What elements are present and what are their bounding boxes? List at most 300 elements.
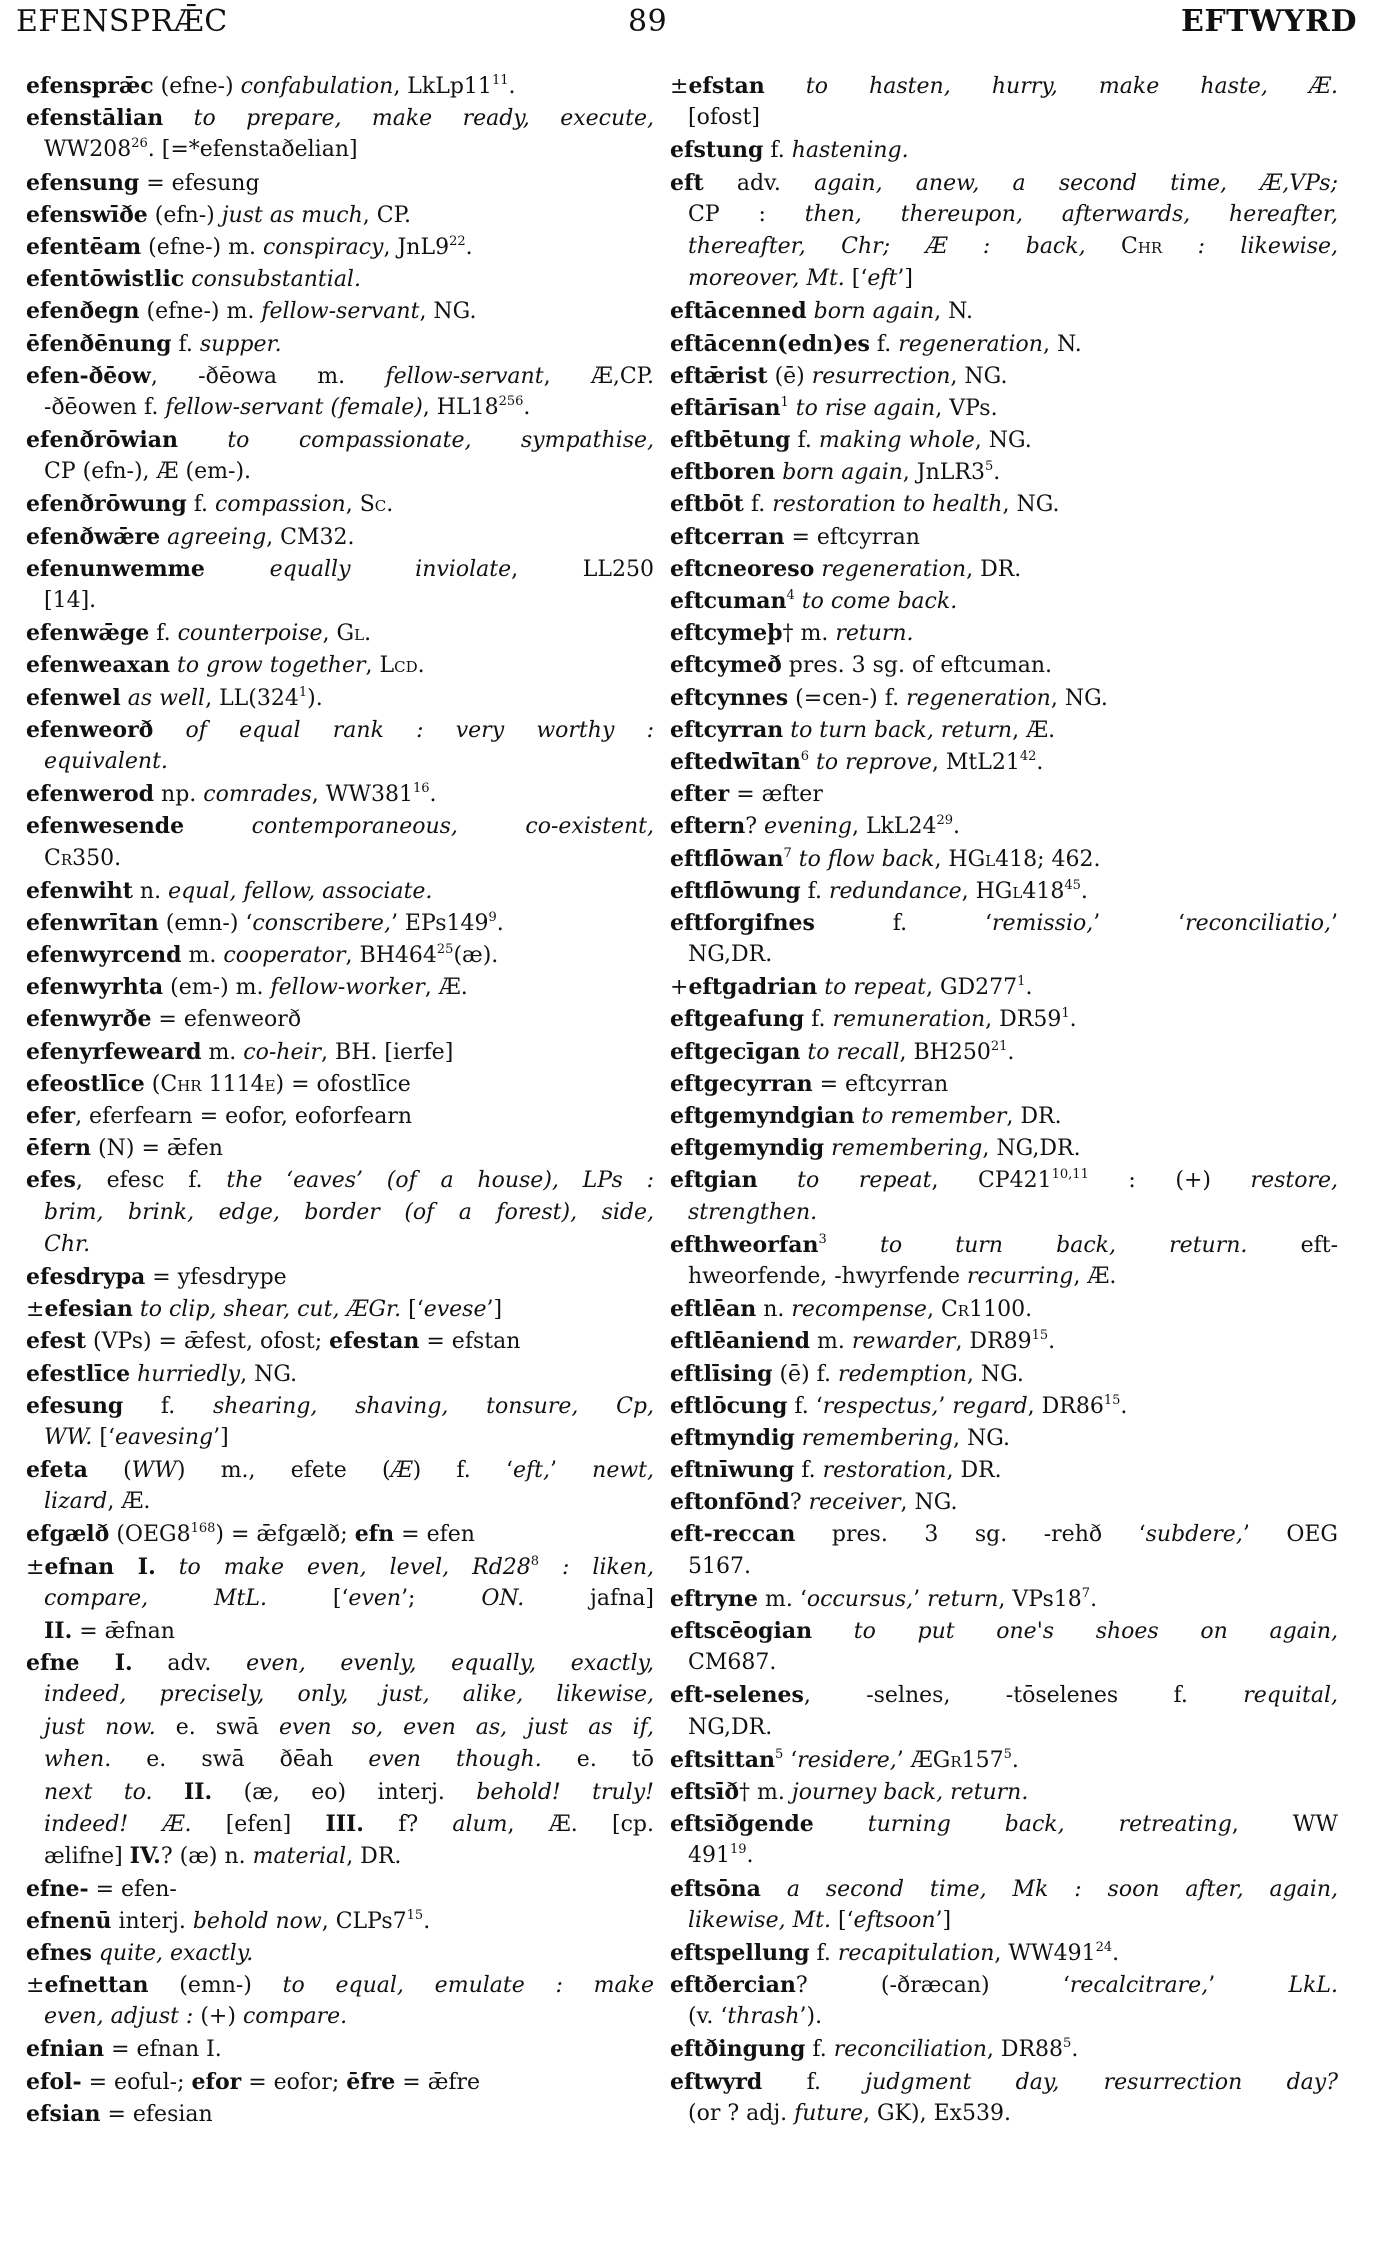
dictionary-entry [670, 843, 1338, 875]
dictionary-entry [26, 1647, 654, 1872]
entry-text: , MtL21 [931, 749, 1020, 775]
entry-text: , HL18 [422, 394, 499, 420]
small-caps-source: Sc [359, 492, 387, 518]
entry-text: , eferfearn = eofor, eoforfearn [75, 1104, 413, 1129]
right-column [670, 70, 1338, 2130]
dictionary-entry [670, 1873, 1338, 1937]
entry-text: , N. [1042, 331, 1082, 357]
entry-text: 1114 [201, 1071, 265, 1097]
definition-text: making whole [818, 428, 975, 454]
definition-text: to clip, shear, cut, ÆGr. [132, 1297, 402, 1323]
entry-continuation-line [670, 1261, 1338, 1293]
entry-continuation-line [670, 199, 1338, 231]
entry-text: , NG. [953, 1425, 1011, 1451]
dictionary-entry [26, 1518, 654, 1550]
dictionary-entry [26, 810, 654, 874]
entry-text: WW208 [44, 137, 132, 163]
definition-text: equally inviolate [204, 556, 512, 582]
entry-text: = eoful-; [81, 2069, 192, 2095]
dictionary-entry [670, 1454, 1338, 1486]
entry-line [670, 360, 1338, 392]
headword: eftsittan [670, 1746, 775, 1773]
headword: efeta [26, 1457, 88, 1484]
small-caps-source: Gl [994, 878, 1023, 904]
entry-text: . [1071, 2037, 1079, 2063]
entry-text: . [496, 910, 504, 936]
dictionary-entry [26, 263, 654, 295]
entry-text: . [423, 1908, 431, 1934]
definition-text: recompense [791, 1297, 927, 1323]
entry-continuation-line [670, 1712, 1338, 1744]
dictionary-entry [26, 231, 654, 263]
definition-text: eft, [512, 1458, 550, 1484]
headword: eftgadrian [688, 974, 818, 1001]
entry-text: = ǣfre [395, 2069, 481, 2095]
superscript-reference: 4 [786, 588, 795, 603]
entry-text: f. [763, 138, 792, 164]
entry-text: , N. [934, 299, 973, 325]
definition-text: Æ [390, 1458, 413, 1484]
entry-continuation-line [670, 102, 1338, 134]
entry-text: . [508, 74, 516, 99]
dictionary-entry [670, 424, 1338, 456]
definition-text: to turn back, return. [826, 1232, 1248, 1258]
entry-text: = ǣfnan [72, 1619, 175, 1644]
headword: eftsīðgende [670, 1811, 814, 1838]
headword: efesung [26, 1392, 124, 1419]
entry-text: [‘ [844, 266, 868, 292]
headword: efne- [26, 1875, 89, 1902]
entry-line [26, 1325, 654, 1357]
entry-text: , DR86 [1027, 1393, 1104, 1419]
headword: eftcymeþ [670, 620, 783, 647]
dictionary-entry [670, 682, 1338, 714]
left-column [26, 70, 654, 2130]
dictionary-entry [670, 1036, 1338, 1068]
dictionary-entry [26, 167, 654, 199]
definition-text: to turn back, return [783, 717, 1013, 743]
entry-text [153, 1780, 184, 1805]
headword: efthweorfan [670, 1231, 819, 1258]
definition-text: conspiracy [262, 234, 384, 260]
definition-text: journey back, return. [791, 1779, 1029, 1805]
entry-text: + [670, 975, 689, 1001]
headword: efenswīðe [26, 201, 148, 228]
entry-line [670, 1969, 1338, 2001]
definition-text: receiver [808, 1490, 901, 1516]
entry-text: f. [790, 428, 819, 454]
entry-text: , DR. [1006, 1104, 1062, 1129]
dictionary-entry [26, 2098, 654, 2130]
headword: ēfenðēnung [26, 330, 172, 357]
entry-continuation-line [670, 2098, 1338, 2130]
entry-line [26, 1132, 654, 1164]
entry-text: , GD277 [925, 975, 1018, 1001]
entry-text: , LkL24 [851, 814, 937, 840]
dictionary-entry [26, 649, 654, 681]
entry-line [26, 2033, 654, 2065]
definition-text: : liken, [539, 1554, 655, 1580]
definition-text: conscribere, [252, 910, 391, 936]
entry-text: , DR. [966, 556, 1022, 582]
dictionary-entry [26, 1905, 654, 1937]
superscript-reference: 256 [498, 393, 524, 409]
entry-continuation-line [670, 939, 1338, 971]
entry-text: 157 [961, 1747, 1004, 1773]
definition-text: eftsoon [853, 1907, 936, 1933]
entry-continuation-line [670, 1840, 1338, 1872]
definition-text: hurriedly [130, 1361, 241, 1387]
dictionary-entry [26, 488, 654, 520]
entry-text: . [417, 653, 425, 679]
entry-line [26, 939, 654, 971]
definition-text: supper. [199, 331, 282, 357]
entry-text: . [429, 782, 437, 808]
dictionary-entry [670, 456, 1338, 488]
definition-text: LkL. [1288, 1973, 1338, 1999]
definition-text: of equal rank : very worthy : [153, 717, 654, 743]
entry-line [670, 70, 1338, 102]
entry-line [670, 488, 1338, 520]
entry-line [26, 521, 654, 553]
dictionary-entry [26, 360, 654, 424]
dictionary-entry [26, 2066, 654, 2098]
headword: efenunwemme [26, 555, 205, 582]
entry-continuation-line [26, 1583, 654, 1615]
entry-text: ’ [913, 1586, 928, 1612]
dictionary-entry [670, 1969, 1338, 2033]
entry-text: jafna] [524, 1585, 654, 1611]
entry-text: , efesc f. [75, 1168, 227, 1194]
entry-text: . [1036, 749, 1044, 775]
entry-line [26, 682, 654, 714]
entry-line [670, 617, 1338, 649]
superscript-reference: 45 [1064, 877, 1081, 893]
entry-text: , NG. [966, 1361, 1024, 1387]
entry-line [670, 1486, 1338, 1518]
entry-continuation-line [26, 1840, 654, 1872]
definition-text: reconciliatio, [1185, 910, 1331, 936]
headword: efenðegn [26, 298, 140, 325]
headword: efenwyrhta [26, 974, 164, 1001]
entry-line [26, 971, 654, 1003]
entry-line [670, 1036, 1338, 1068]
entry-text: f. [186, 492, 216, 518]
small-caps-source: Gl [336, 621, 365, 647]
entry-line [670, 682, 1338, 714]
dictionary-entry [26, 1068, 654, 1100]
headword: efensung [26, 169, 140, 196]
entry-text: (+) [200, 2004, 243, 2030]
definition-text: to equal, emulate : make [282, 1973, 655, 1999]
entry-text: ? (æ) n. [160, 1844, 253, 1870]
definition-text: return [927, 1586, 999, 1612]
entry-text: , Æ. [cp. [507, 1812, 654, 1838]
headword: efenwyrcend [26, 942, 182, 969]
headword: efnes [26, 1939, 92, 1966]
dictionary-entry [670, 70, 1338, 134]
entry-text: 418 [1022, 878, 1065, 904]
entry-line [26, 2066, 654, 2098]
definition-text: even, evenly, equally, exactly, [246, 1651, 655, 1677]
entry-continuation-line [26, 456, 654, 488]
entry-line [26, 1518, 654, 1550]
entry-text: , CLPs7 [321, 1908, 407, 1934]
dictionary-entry [670, 585, 1338, 617]
dictionary-entry [26, 1969, 654, 2033]
headword: eftwyrd [670, 2068, 763, 2095]
definition-text: even [348, 1585, 402, 1611]
headword: eftlēan [670, 1296, 757, 1323]
dictionary-entry [26, 2033, 654, 2065]
dictionary-entry [26, 1937, 654, 1969]
headword: eftern [670, 813, 746, 840]
definition-text: eavesing [114, 1424, 214, 1450]
entry-text: [‘ [401, 1297, 424, 1323]
definition-text: moreover, Mt. [688, 266, 845, 292]
definition-text: indeed, precisely, only, just, alike, likewise, [44, 1682, 654, 1708]
definition-text: remembering [794, 1425, 953, 1451]
entry-text: (em-) m. [163, 975, 271, 1001]
dictionary-entry [26, 778, 654, 810]
headword: eftcyrran [670, 716, 784, 743]
entry-text: f. [794, 1458, 823, 1484]
headword: efentōwistlic [26, 266, 185, 293]
entry-text: , DR. [946, 1458, 1002, 1484]
entry-text: (ē) f. [772, 1361, 838, 1387]
entry-line [26, 1068, 654, 1100]
entry-text: , NG. [900, 1490, 958, 1516]
headword: efol- [26, 2068, 82, 2095]
entry-text: , NG. [240, 1361, 298, 1387]
entry-line [670, 392, 1338, 424]
definition-text: remembering [824, 1136, 983, 1162]
entry-line [670, 907, 1338, 939]
dictionary-entry [26, 682, 654, 714]
headword: efenwesende [26, 813, 185, 840]
entry-text: (v. ‘ [688, 2004, 728, 2030]
entry-continuation-line [26, 134, 654, 166]
entry-continuation-line [26, 746, 654, 778]
headword: efensprǣc [26, 73, 154, 99]
entry-line [26, 263, 654, 295]
entry-text: eft- [1247, 1232, 1339, 1258]
entry-text: , BH464 [345, 943, 437, 969]
entry-continuation-line [670, 1905, 1338, 1937]
entry-text: , H [961, 878, 995, 904]
definition-text: evening [764, 814, 852, 840]
headword: eftārīsan [670, 394, 781, 421]
definition-text: occursus, [806, 1586, 914, 1612]
definition-text: fellow-worker [270, 975, 425, 1001]
entry-line [670, 746, 1338, 778]
entry-text: 418; 462. [995, 846, 1101, 872]
entry-text: adv. [132, 1651, 247, 1677]
entry-continuation-line [26, 1744, 654, 1776]
headword: eftflōwung [670, 877, 801, 904]
superscript-reference: 168 [190, 1521, 216, 1537]
entry-line [670, 1454, 1338, 1486]
entry-text: (efne-) m. [141, 234, 263, 260]
dictionary-entry [670, 649, 1338, 681]
headword: efer [26, 1103, 76, 1129]
headword: eftbōt [670, 491, 744, 518]
entry-text: . [1048, 1329, 1056, 1355]
entry-text: (æ). [453, 943, 499, 969]
entry-line [26, 1293, 654, 1325]
headword: efesdrypa [26, 1263, 146, 1290]
dictionary-entry [670, 1744, 1338, 1776]
superscript-reference: 42 [1019, 748, 1037, 764]
entry-line [670, 1615, 1338, 1647]
dictionary-entry [670, 1390, 1338, 1422]
entry-text: , VPs18 [998, 1586, 1082, 1612]
entry-text: , [365, 653, 380, 679]
definition-text: behold! truly! [476, 1779, 654, 1805]
entry-text: ± [26, 1554, 45, 1580]
entry-text: 491 [688, 1843, 730, 1869]
definition-text: co-heir [243, 1039, 322, 1065]
entry-line [670, 1068, 1338, 1100]
definition-text: equal, fellow, associate. [168, 878, 433, 904]
entry-text: e. swā ðēah [111, 1746, 369, 1772]
entry-continuation-line [26, 1808, 654, 1840]
dictionary-entry [670, 360, 1338, 392]
entry-line [670, 1518, 1338, 1550]
dictionary-entry [26, 521, 654, 553]
small-caps-source: Chr [160, 1071, 202, 1097]
entry-text: f. [171, 331, 200, 357]
entry-text: [efen] [191, 1812, 326, 1838]
headword: efenðwǣre [26, 523, 161, 550]
superscript-reference: 3 [818, 1231, 827, 1247]
entry-text: = æfter [729, 782, 823, 808]
entry-text: ? [745, 814, 765, 840]
definition-text: to rise again [788, 395, 936, 421]
entry-text: , VPs. [935, 395, 998, 421]
entry-line [26, 488, 654, 520]
entry-text: ’ [938, 1393, 953, 1419]
entry-text: ’ [549, 1458, 593, 1484]
headword: efnettan [44, 1972, 149, 1999]
definition-text: to grow together [170, 653, 366, 679]
definition-text: recalcitrare, [1069, 1973, 1209, 1999]
definition-text: strengthen. [688, 1199, 818, 1225]
headword: eftgecyrran [670, 1070, 813, 1097]
entry-text: e. tō [541, 1746, 654, 1772]
entry-text: m. [809, 1329, 852, 1355]
superscript-reference: 5 [984, 459, 994, 475]
definition-text: to put one's shoes on again, [812, 1619, 1338, 1644]
entry-text: CP : [688, 201, 805, 227]
entry-line [26, 1261, 654, 1293]
headword: efenweaxan [26, 652, 171, 679]
entry-text: . [1090, 1586, 1098, 1612]
superscript-reference: 8 [530, 1553, 540, 1569]
entry-text: f. [804, 1007, 833, 1033]
headword: efenwrītan [26, 909, 159, 936]
small-caps-source: Cr [940, 1297, 970, 1323]
entry-continuation-line [26, 1615, 654, 1647]
superscript-reference: 1 [1017, 974, 1026, 990]
dictionary-entry [26, 1325, 654, 1357]
entry-text: [‘ [266, 1585, 349, 1611]
headword: efne I. [26, 1650, 133, 1677]
entry-continuation-line [670, 263, 1338, 295]
headword: eftðingung [670, 2036, 806, 2063]
dictionary-entry [26, 328, 654, 360]
entry-text: (emn-) ‘ [158, 910, 253, 936]
entry-text: ’ OEG [1242, 1522, 1339, 1548]
entry-text: -ðēowen f. [44, 394, 166, 420]
superscript-reference: 15 [1103, 1392, 1121, 1408]
superscript-reference: 15 [1031, 1328, 1049, 1344]
entry-text: , NG. [419, 299, 477, 325]
definition-text: remuneration [832, 1007, 986, 1033]
definition-text: to flow back [791, 846, 935, 872]
entry-text: [‘ [92, 1424, 115, 1450]
entry-text: . [364, 621, 372, 647]
dictionary-entry [26, 199, 654, 231]
entry-text: f. [809, 1940, 838, 1966]
definition-text: indeed! Æ. [44, 1812, 192, 1838]
entry-text: , DR59 [985, 1007, 1062, 1033]
superscript-reference: 16 [412, 781, 430, 797]
entry-text: , [345, 492, 360, 518]
definition-text: born again [775, 460, 903, 486]
entry-text: ælifne] [44, 1844, 130, 1870]
entry-line [26, 1937, 654, 1969]
entry-text: , GK), Ex539. [863, 2100, 1012, 2126]
entry-text: , NG. [1002, 492, 1060, 518]
headword: eft-selenes [670, 1682, 804, 1709]
headword: efnan I. [44, 1553, 156, 1580]
dictionary-entry [26, 907, 654, 939]
superscript-reference: 29 [936, 813, 954, 829]
entry-text: , NG. [1050, 685, 1108, 711]
entry-line [670, 649, 1338, 681]
entry-text: pres. 3 sg. -rehð ‘ [795, 1522, 1146, 1548]
definition-text: contemporaneous, co-existent, [184, 814, 654, 840]
entry-line [26, 424, 654, 456]
entry-text: , NG,DR. [982, 1136, 1081, 1162]
definition-text: rewarder [851, 1329, 956, 1355]
headword: eftboren [670, 459, 776, 486]
entry-text: = efesian [100, 2101, 213, 2127]
definition-text: resurrection [811, 363, 951, 389]
definition-text: when. [44, 1746, 112, 1772]
headword: eftforgifnes [670, 909, 815, 936]
entry-line [670, 1003, 1338, 1035]
entry-text: . [1080, 878, 1088, 904]
entry-line [670, 424, 1338, 456]
entry-text: ? [789, 1490, 809, 1516]
entry-continuation-line [670, 1551, 1338, 1583]
dictionary-entry [26, 1036, 654, 1068]
entry-line [670, 971, 1338, 1003]
definition-text: compassion [215, 492, 346, 518]
entry-line [26, 553, 654, 585]
entry-text: , JnLR3 [902, 460, 985, 486]
entry-line [670, 1325, 1338, 1357]
dictionary-entry [670, 1422, 1338, 1454]
entry-text: f. [805, 2037, 834, 2063]
entry-line [670, 328, 1338, 360]
entry-text: : (+) [1088, 1168, 1251, 1194]
headword: efenwyrðe [26, 1006, 152, 1033]
entry-line [670, 1776, 1338, 1808]
definition-text: to prepare, make ready, execute, [163, 106, 654, 132]
